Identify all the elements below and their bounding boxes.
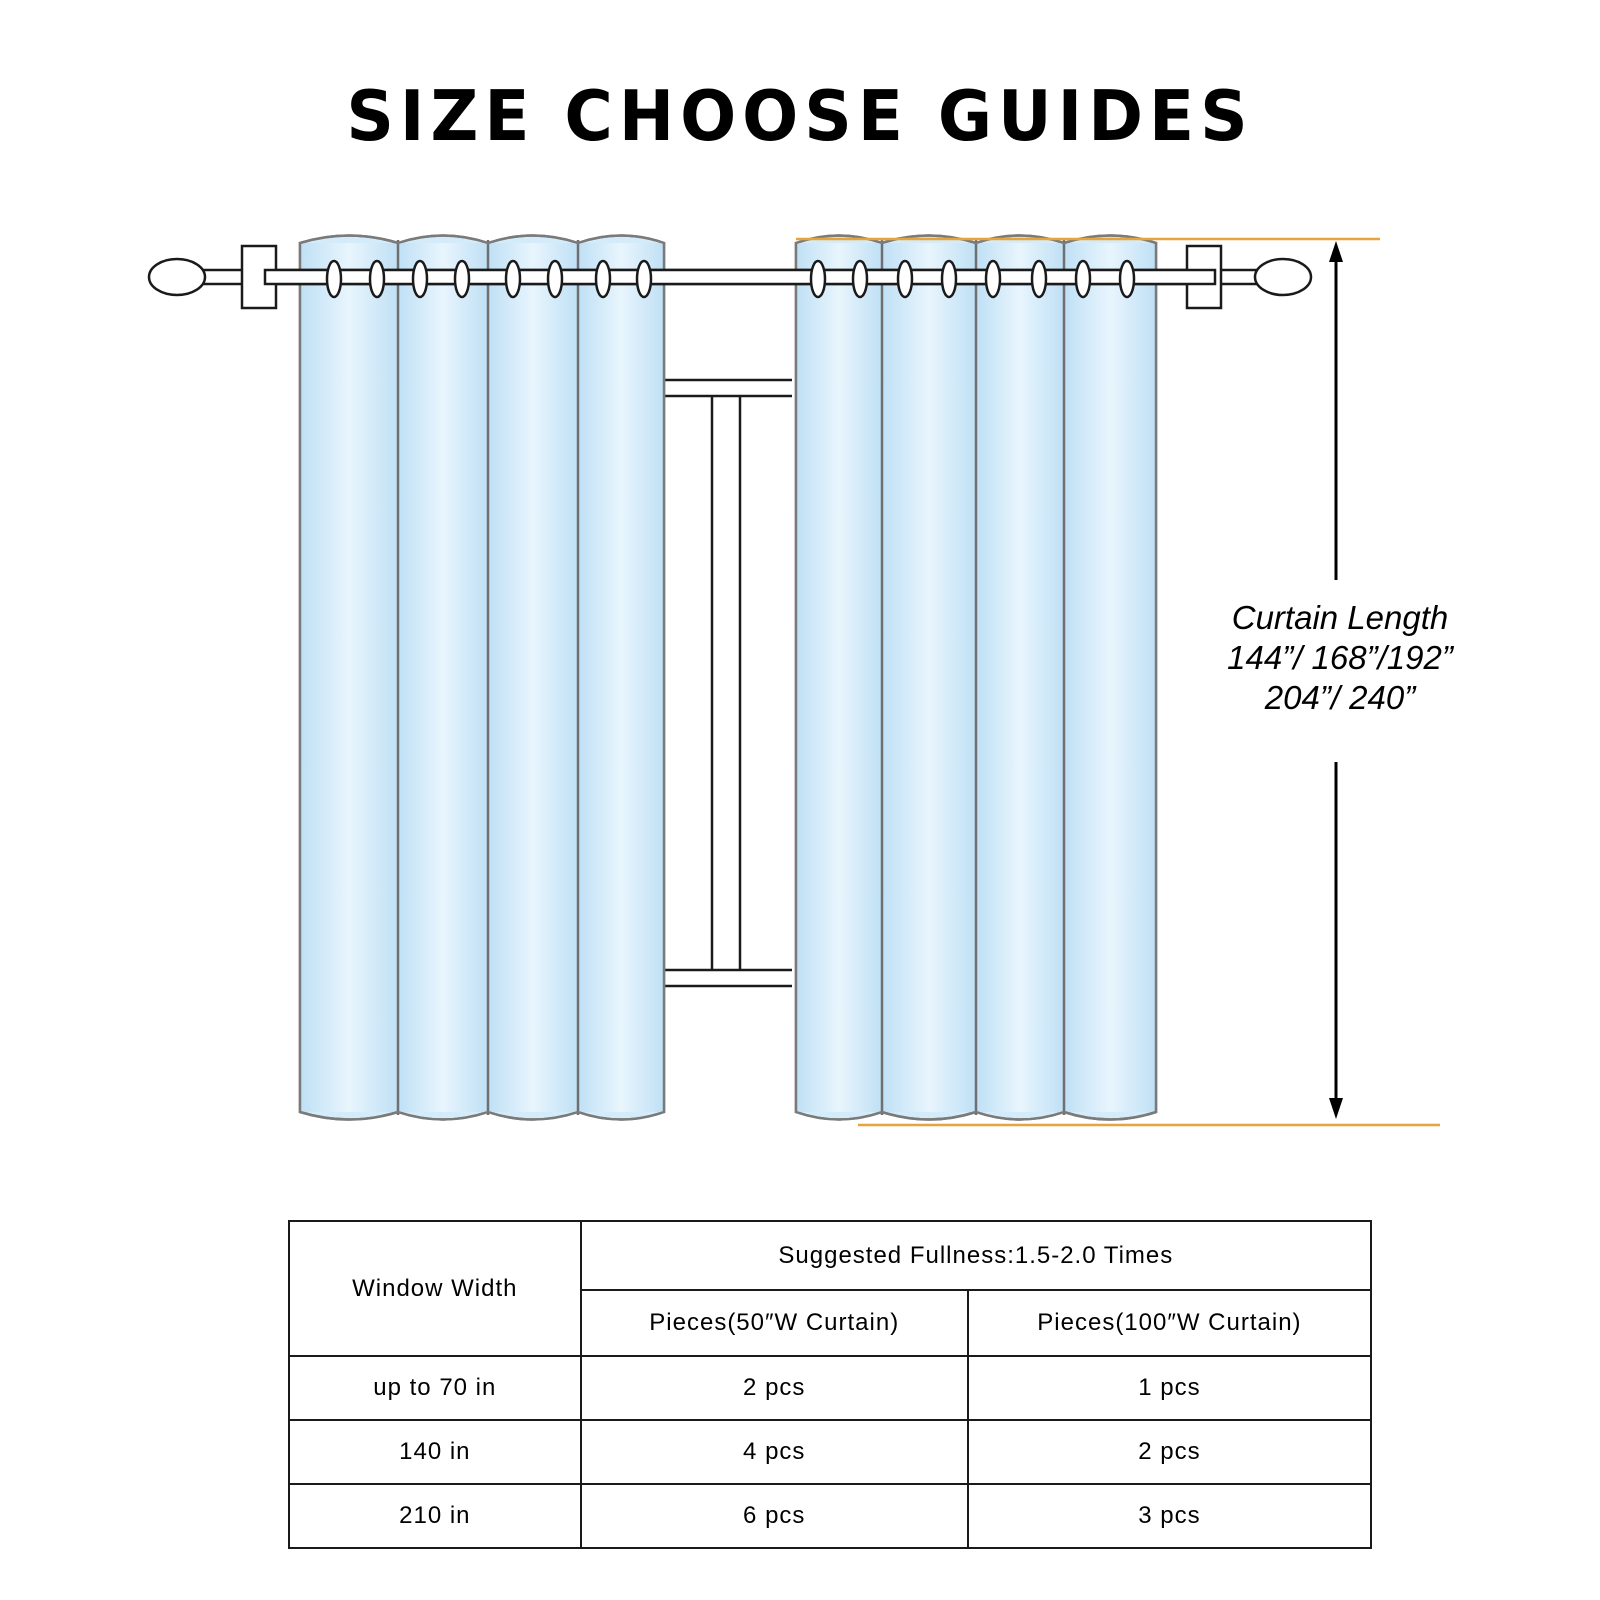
curtain-length-label (1140, 598, 1540, 718)
table-row (289, 1484, 1371, 1548)
size-guide-table (288, 1220, 1372, 1549)
window-width-header: Window Width (289, 1221, 581, 1356)
left-curtain (300, 236, 664, 1120)
row-pcs-100: 1 pcs (968, 1356, 1371, 1420)
curtain-length-title: Curtain Length (1231, 599, 1449, 636)
table-row (289, 1356, 1371, 1420)
curtain-fold (976, 243, 1064, 1112)
right-curtain (796, 236, 1156, 1120)
row-width: 140 in (289, 1420, 581, 1484)
table-header-row (289, 1221, 1371, 1290)
arrow-down-icon (1329, 1098, 1343, 1119)
table-row (289, 1420, 1371, 1484)
page-title: SIZE CHOOSE GUIDES (346, 76, 1254, 157)
pieces-50-header: Pieces(50″W Curtain) (581, 1290, 968, 1356)
row-pcs-100: 2 pcs (968, 1420, 1371, 1484)
curtain-length-values-1: 144”/ 168”/192” (1227, 639, 1453, 676)
curtain-fold (882, 243, 976, 1112)
pieces-100-header: Pieces(100″W Curtain) (968, 1290, 1371, 1356)
left-finial (149, 259, 205, 295)
curtain-fold (300, 243, 398, 1112)
curtain-fold (488, 243, 578, 1112)
curtain-fold (578, 243, 664, 1112)
fullness-header: Suggested Fullness:1.5-2.0 Times (581, 1221, 1371, 1290)
row-width: 210 in (289, 1484, 581, 1548)
row-pcs-50: 2 pcs (581, 1356, 968, 1420)
curtain-fold (398, 243, 488, 1112)
row-pcs-50: 6 pcs (581, 1484, 968, 1548)
window-frame (660, 380, 792, 986)
curtain-length-values-2: 204”/ 240” (1264, 679, 1416, 716)
arrow-up-icon (1329, 241, 1343, 262)
curtain-fold (796, 243, 882, 1112)
row-pcs-100: 3 pcs (968, 1484, 1371, 1548)
row-width: up to 70 in (289, 1356, 581, 1420)
right-finial (1255, 259, 1311, 295)
row-pcs-50: 4 pcs (581, 1420, 968, 1484)
